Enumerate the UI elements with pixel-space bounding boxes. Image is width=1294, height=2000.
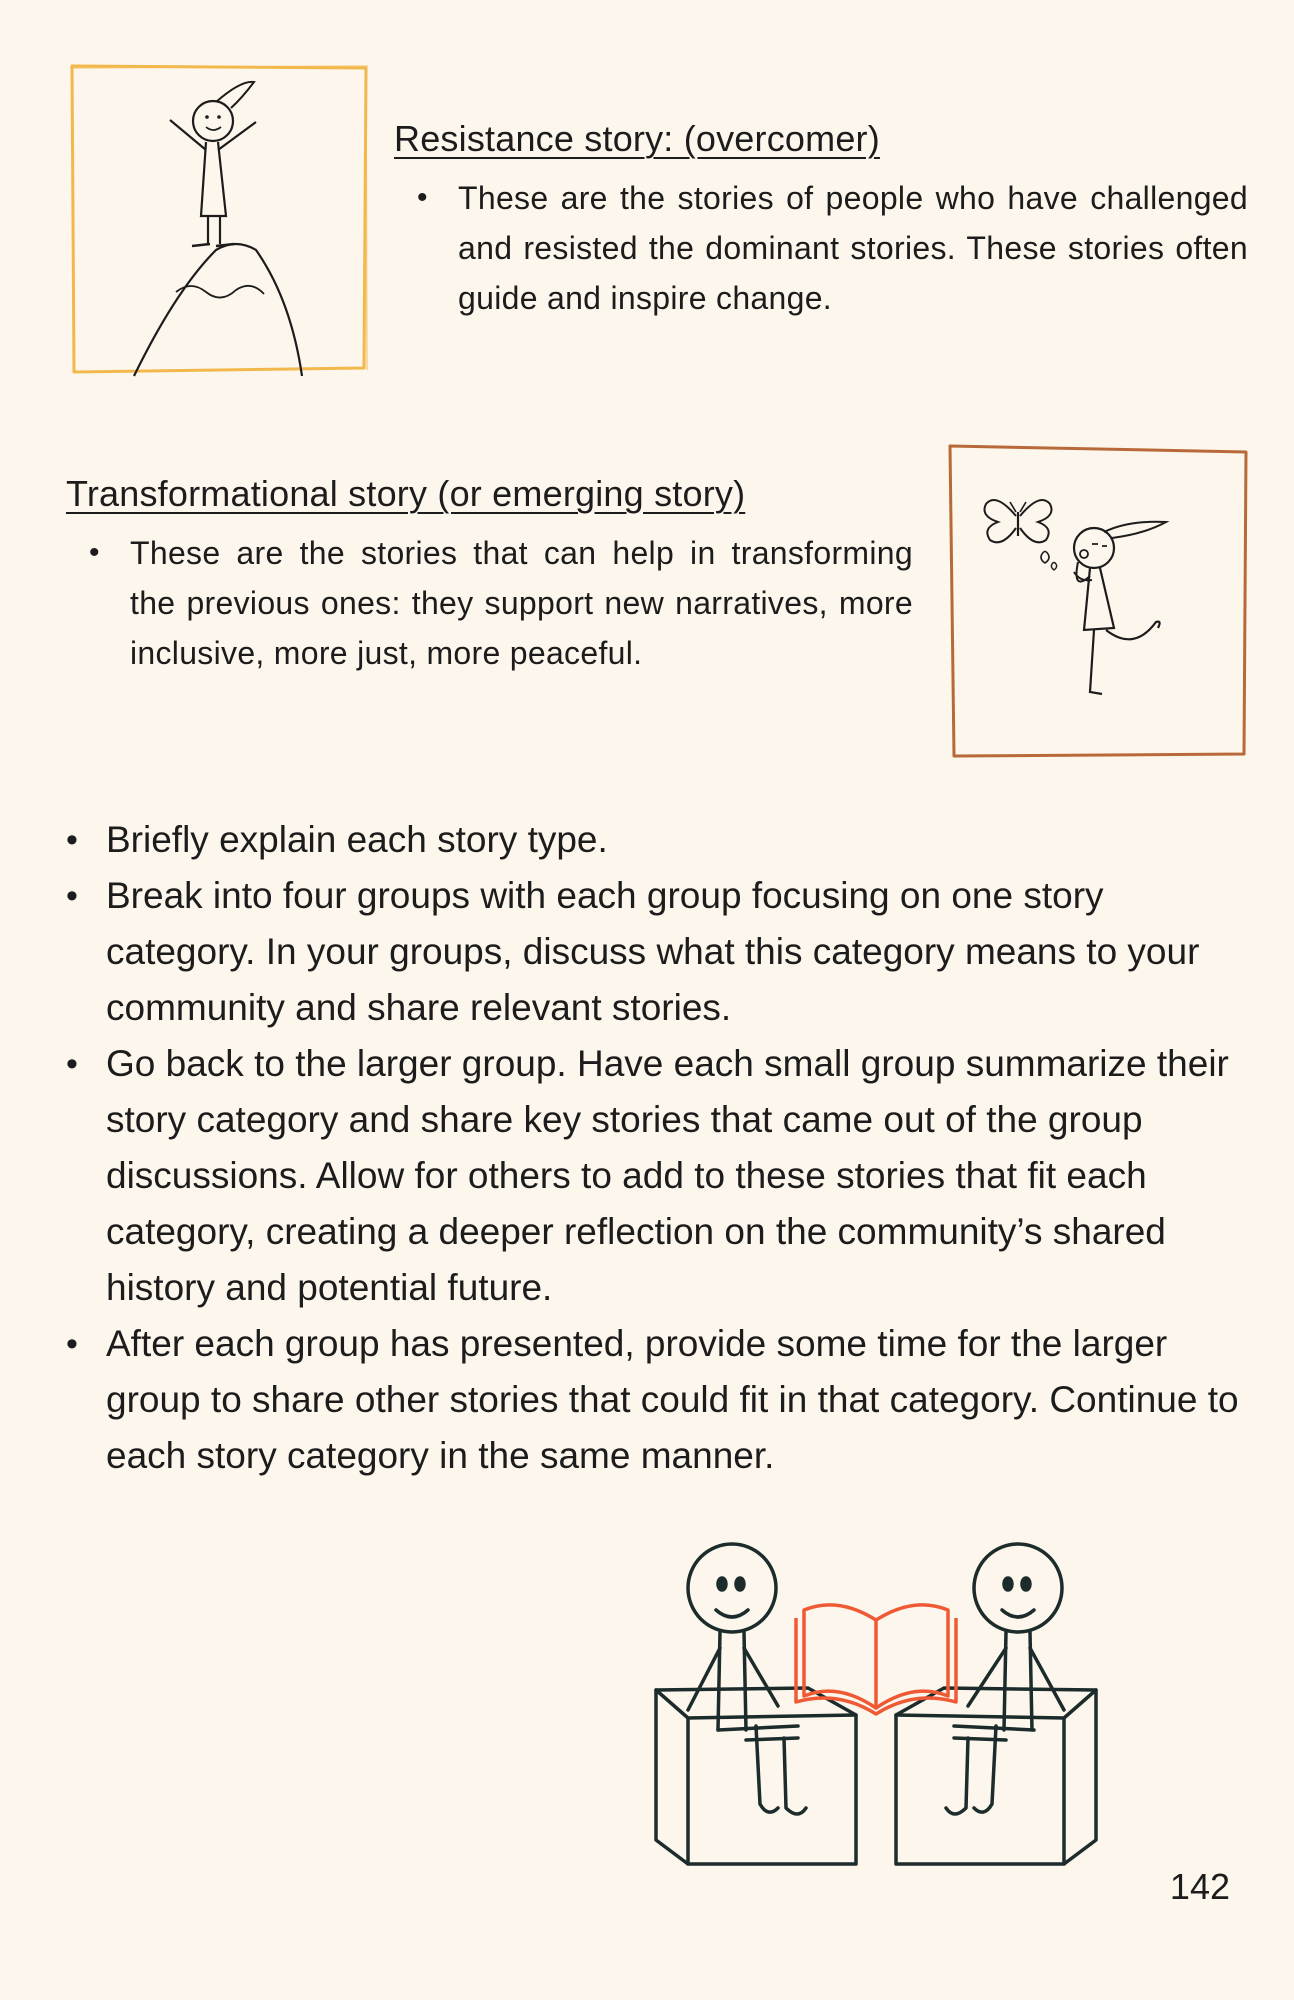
mountain-figure-icon (66, 60, 372, 380)
list-item: • Go back to the larger group. Have each small group summarize their story category and share key stories that came out of the group discussions. Allow for others to add to these stories that fit each category, creating a deeper reflection on the community’s shared history and potential future. (106, 1036, 1256, 1316)
list-item: • These are the stories of people who have challenged and resisted the dominant stories. These stories often guide and inspire change. (458, 173, 1248, 323)
butterfly-figure-icon (944, 442, 1250, 762)
instructions-list (106, 812, 1256, 1484)
list-item: • Briefly explain each story type. (106, 812, 1256, 868)
transformational-bullets (130, 528, 913, 678)
page-number: 142 (1169, 1866, 1230, 1907)
resistance-title: Resistance story: (overcomer) (394, 118, 880, 159)
transformational-title: Transformational story (or emerging story) (66, 473, 746, 514)
transformational-illustration (944, 442, 1250, 762)
resistance-illustration (66, 60, 372, 380)
reading-figures-illustration (648, 1540, 1104, 1880)
list-item: • Break into four groups with each group focusing on one story category. In your groups, discuss what this category means to your community and share relevant stories. (106, 868, 1256, 1036)
resistance-bullets (458, 173, 1248, 323)
list-item: • These are the stories that can help in transforming the previous ones: they support new narratives, more inclusive, more just, more peaceful. (130, 528, 913, 678)
two-readers-icon (648, 1540, 1104, 1880)
list-item: • After each group has presented, provide some time for the larger group to share other stories that could fit in that category. Continue to each story category in the same manner. (106, 1316, 1256, 1484)
